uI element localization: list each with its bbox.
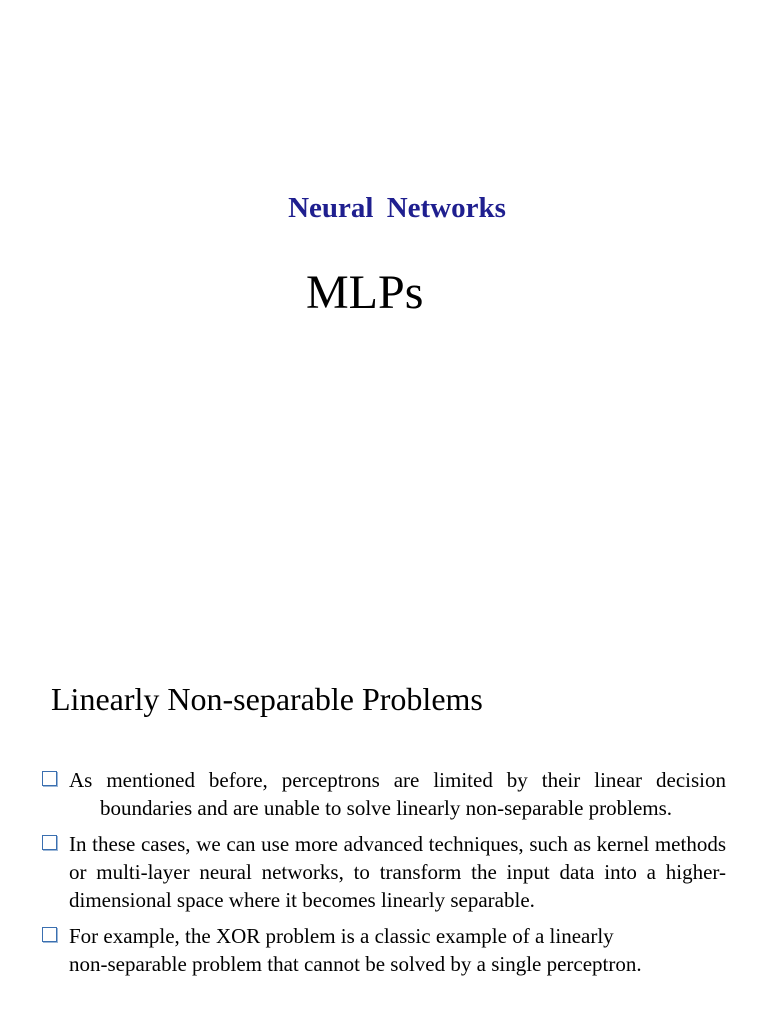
slide-kicker-title: Neural Networks [288, 192, 506, 224]
bullet-line: As mentioned before, perceptrons are limited by their linear decision [69, 768, 726, 792]
section-heading: Linearly Non-separable Problems [51, 681, 483, 717]
bullet-item-2 [40, 830, 726, 914]
checkbox-bullet-icon [42, 835, 57, 850]
bullet-line: non-separable problem that cannot be solved by a single perceptron. [69, 952, 642, 976]
bullet-list [40, 766, 726, 986]
bullet-item-3 [40, 922, 726, 978]
bullet-line: boundaries and are unable to solve linearly non-separable problems. [100, 796, 673, 820]
bullet-line: For example, the XOR problem is a classic example of a linearly [69, 924, 614, 948]
bullet-text: In these cases, we can use more advanced techniques, such as kernel methods or multi-layer neural networks, to transform the input data into a higher-dimensional space where it becomes linearly separable. [69, 832, 726, 912]
slide-main-title: MLPs [306, 266, 424, 319]
checkbox-bullet-icon [42, 771, 57, 786]
checkbox-bullet-icon [42, 927, 57, 942]
bullet-item-1 [40, 766, 726, 822]
